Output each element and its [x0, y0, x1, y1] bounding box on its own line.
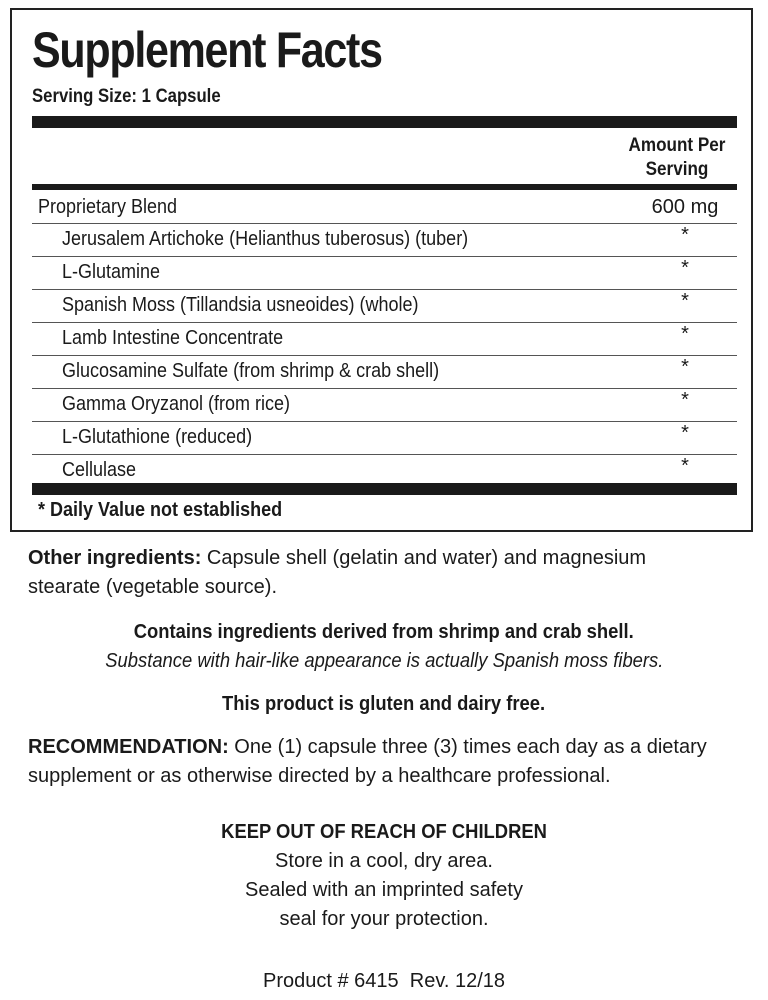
ingredient-name: Jerusalem Artichoke (Helianthus tuberosus) (tuber)	[62, 228, 469, 250]
product-number: Product # 6415 Rev. 12/18	[262, 970, 505, 992]
ingredient-amount: *	[681, 455, 689, 477]
amount-header-line2: Serving	[645, 159, 709, 180]
supplement-facts-panel	[10, 8, 753, 532]
ingredient-amount: *	[681, 323, 689, 345]
recommendation-line2: supplement or as otherwise directed by a healthcare professional.	[28, 765, 611, 787]
ingredient-row	[32, 355, 737, 387]
ingredient-amount: *	[681, 389, 689, 411]
daily-value-footnote: * Daily Value not established	[38, 499, 283, 521]
ingredient-amount: *	[681, 422, 689, 444]
blend-name: Proprietary Blend	[38, 196, 178, 218]
ingredient-amount: *	[681, 224, 689, 246]
ingredient-name: Gamma Oryzanol (from rice)	[62, 393, 291, 415]
ingredient-name: Cellulase	[62, 459, 137, 481]
blend-amount: 600 mg	[651, 196, 719, 218]
ingredient-row	[32, 388, 737, 420]
gluten-block	[0, 690, 768, 719]
recommendation	[28, 733, 748, 791]
allergen-block	[0, 618, 768, 676]
ingredient-row	[32, 256, 737, 288]
ingredient-name: Spanish Moss (Tillandsia usneoides) (whole)	[62, 294, 419, 316]
ingredient-amount: *	[681, 290, 689, 312]
amount-per-serving-header	[623, 134, 731, 182]
warning-line2: Sealed with an imprinted safety	[245, 879, 523, 901]
gluten-statement: This product is gluten and dairy free.	[222, 693, 546, 715]
facts-title: Supplement Facts	[32, 22, 382, 78]
ingredient-row	[32, 454, 737, 486]
moss-note: Substance with hair-like appearance is actually Spanish moss fibers.	[104, 650, 664, 672]
divider-thick	[32, 116, 737, 128]
ingredient-name: L-Glutamine	[62, 261, 161, 283]
warning-line3: seal for your protection.	[279, 908, 489, 930]
recommendation-label: RECOMMENDATION:	[28, 736, 229, 758]
other-ingredients-label: Other ingredients:	[28, 547, 202, 569]
storage-warning	[0, 818, 768, 934]
ingredient-amount: *	[681, 257, 689, 279]
ingredient-row	[32, 421, 737, 453]
allergen-statement: Contains ingredients derived from shrimp and crab shell.	[134, 621, 634, 643]
other-ingredients-line2: stearate (vegetable source).	[28, 576, 278, 598]
blend-row	[32, 192, 737, 224]
divider-header	[32, 184, 737, 190]
other-ingredients	[28, 544, 748, 602]
ingredient-row	[32, 289, 737, 321]
serving-size: Serving Size: 1 Capsule	[32, 86, 221, 107]
amount-header-line1: Amount Per	[628, 135, 726, 156]
ingredient-name: Lamb Intestine Concentrate	[62, 327, 284, 349]
warning-title: KEEP OUT OF REACH OF CHILDREN	[221, 821, 547, 843]
ingredient-amount: *	[681, 356, 689, 378]
recommendation-line1: One (1) capsule three (3) times each day as a dietary	[234, 736, 707, 758]
ingredient-name: Glucosamine Sulfate (from shrimp & crab shell)	[62, 360, 440, 382]
ingredient-name: L-Glutathione (reduced)	[62, 426, 253, 448]
ingredient-row	[32, 322, 737, 354]
warning-line1: Store in a cool, dry area.	[275, 850, 493, 872]
ingredient-row	[32, 223, 737, 255]
other-ingredients-line1: Capsule shell (gelatin and water) and magnesium	[206, 547, 647, 569]
divider-bottom	[32, 483, 737, 495]
